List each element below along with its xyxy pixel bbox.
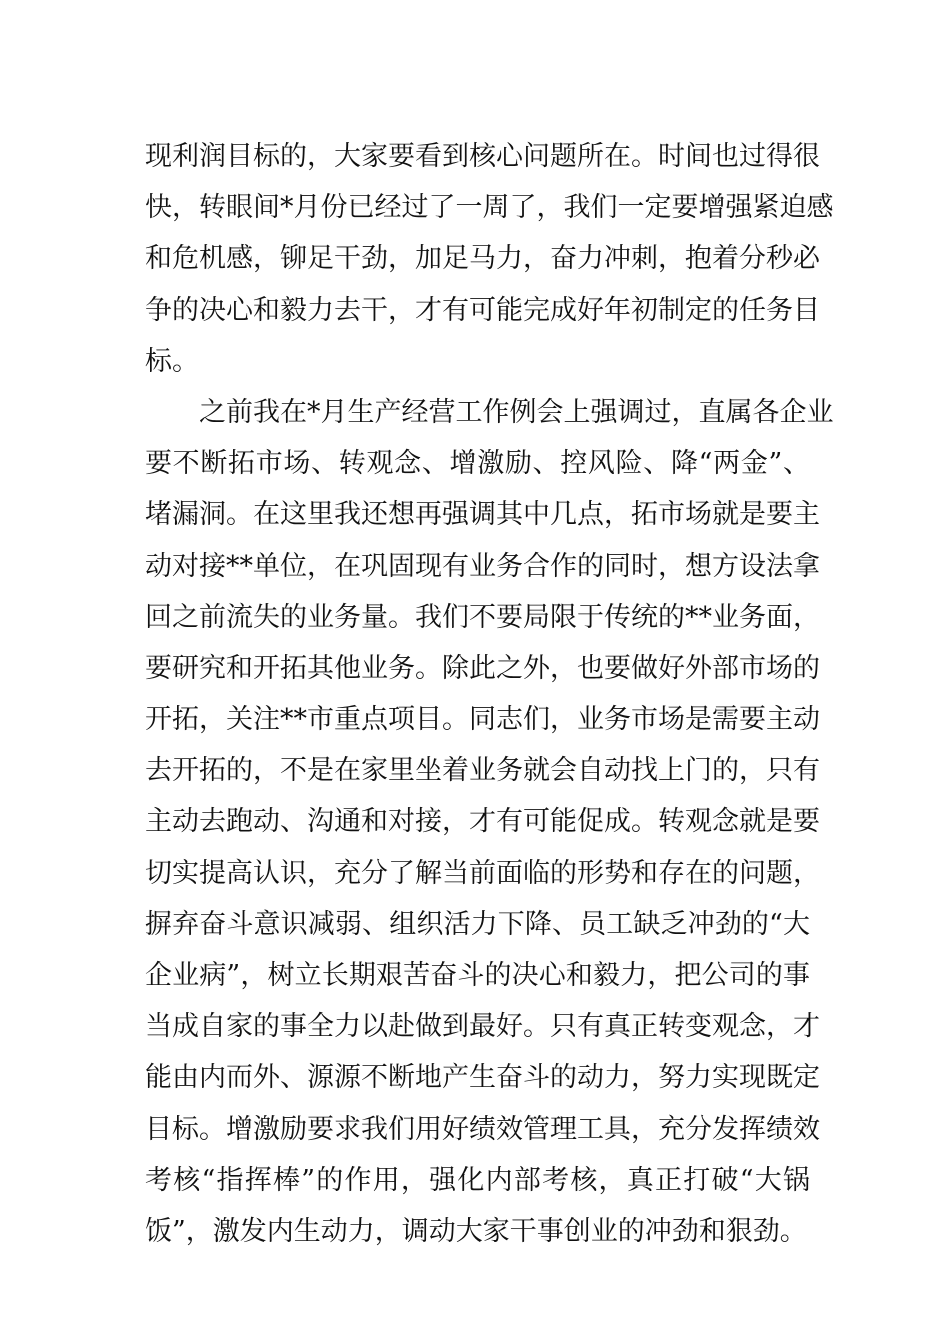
text-line: 快，转眼间*月份已经过了一周了，我们一定要增强紧迫感 (145, 192, 834, 224)
text-line: 主动去跑动、沟通和对接，才有可能促成。转观念就是要 (145, 806, 820, 838)
text-line: 要研究和开拓其他业务。除此之外，也要做好外部市场的 (145, 652, 820, 684)
text-line: 考核“指挥棒”的作用，强化内部考核，真正打破“大锅 (145, 1164, 810, 1196)
text-line: 和危机感，铆足干劲，加足马力，奋力冲刺，抱着分秒必 (145, 243, 820, 275)
text-line: 目标。增激励要求我们用好绩效管理工具，充分发挥绩效 (145, 1113, 820, 1145)
text-line: 开拓，关注**市重点项目。同志们，业务市场是需要主动 (145, 704, 820, 736)
text-line: 现利润目标的，大家要看到核心问题所在。时间也过得很 (145, 141, 820, 172)
text-line: 动对接**单位，在巩固现有业务合作的同时，想方设法拿 (145, 550, 820, 582)
text-line: 堵漏洞。在这里我还想再强调其中几点，拓市场就是要主 (145, 499, 820, 531)
text-line: 切实提高认识，充分了解当前面临的形势和存在的问题， (145, 857, 820, 889)
text-line: 饭”，激发内生动力，调动大家干事创业的冲劲和狠劲。 (145, 1215, 807, 1247)
text-line: 标。 (145, 345, 199, 377)
text-line: 能由内而外、源源不断地产生奋斗的动力，努力实现既定 (145, 1062, 820, 1094)
text-line: 要不断拓市场、转观念、增激励、控风险、降“两金”、 (145, 448, 810, 480)
text-line: 当成自家的事全力以赴做到最好。只有真正转变观念，才 (145, 1011, 820, 1043)
paragraph-2 (145, 387, 834, 1257)
paragraph-1 (145, 131, 834, 387)
text-line: 摒弃奋斗意识减弱、组织活力下降、员工缺乏冲劲的“大 (145, 908, 810, 940)
text-line: 之前我在*月生产经营工作例会上强调过，直属各企业 (199, 396, 834, 428)
text-line: 去开拓的，不是在家里坐着业务就会自动找上门的，只有 (145, 755, 820, 787)
text-line: 企业病”，树立长期艰苦奋斗的决心和毅力，把公司的事 (145, 960, 810, 991)
body-text (145, 131, 834, 1257)
text-line: 回之前流失的业务量。我们不要局限于传统的**业务面， (145, 601, 820, 633)
text-line: 争的决心和毅力去干，才有可能完成好年初制定的任务目 (145, 294, 820, 326)
